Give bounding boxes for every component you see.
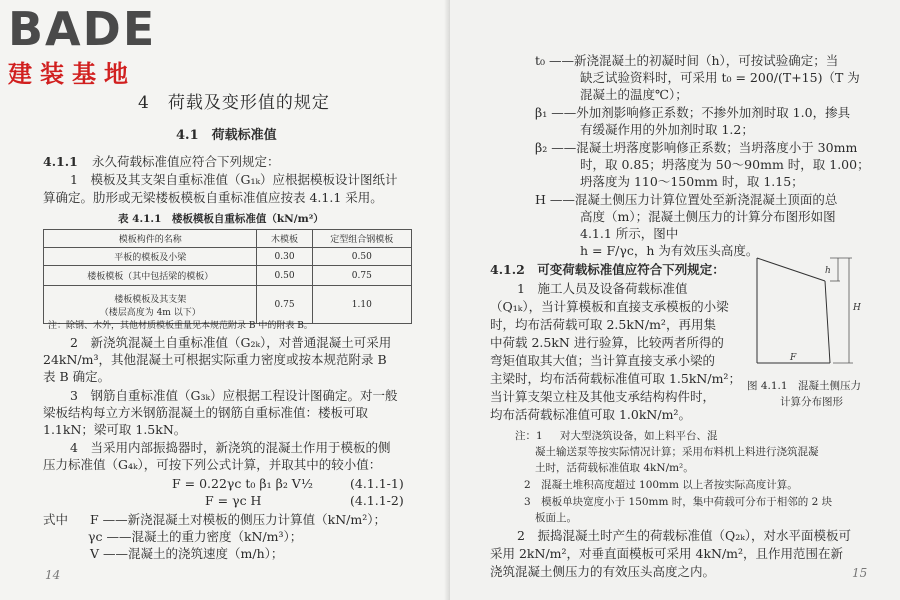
paragraph-line: 2 新浇筑混凝土自重标准值（G₂ₖ），对普通混凝土可采用 [70,335,392,350]
paragraph-line: 4 当采用内部振捣器时，新浇筑的混凝土作用于模板的侧 [70,440,391,455]
definition-line: 高度（m）；混凝土侧压力的计算分布图形如图 [580,209,836,224]
definition-line: γc ——混凝土的重力密度（kN/m³）； [88,529,303,544]
where-label: 式中 [43,512,69,527]
table-cell: 0.50 [257,266,312,286]
table-cell-line: 楼板模板及其支架 [114,294,187,305]
definition-line: F ——新浇混凝土对模板的侧压力计算值（kN/m²）； [90,512,386,527]
page-number: 15 [852,566,868,580]
paragraph-line: 压力标准值（G₄ₖ），可按下列公式计算，并取其中的较小值： [43,457,382,472]
clause-heading: 4.1.2 可变荷载标准值应符合下列规定： [490,262,725,277]
table-caption: 表 4.1.1 楼板模板自重标准值（kN/m²） [118,213,324,225]
table-row [44,266,412,286]
figure-label-H: H [853,303,861,313]
definition-line: β₂ ——混凝土坍落度影响修正系数；当坍落度小于 30mm [535,140,858,155]
note-label: 注：1 [515,430,543,442]
paragraph-line: 时，均布活荷载可取 2.5kN/m²，再用集 [490,317,716,332]
pressure-distribution-figure [745,248,870,373]
table-cell: 0.75 [312,266,411,286]
definition-line: 时，取 0.85；坍落度为 50～90mm 时，取 1.00； [580,157,870,172]
paragraph-line: 3 钢筋自重标准值（G₃ₖ）应根据工程设计图确定。对一般 [70,388,398,403]
table-header: 木模板 [257,230,312,248]
paragraph-line: 1 模板及其支架自重标准值（G₁ₖ）应根据模板设计图纸计 [70,172,398,187]
table-cell: 0.50 [312,248,411,266]
table-row [44,248,412,266]
table-cell: 0.75 [257,286,312,324]
figure-label-F: F [790,353,797,363]
figure-caption: 图 4.1.1 混凝土侧压力 [747,380,862,392]
table-header-row [44,230,412,248]
logo-subtitle: 建装基地 [8,60,136,88]
figure-label-h: h [825,266,831,276]
chapter-title: 4 荷载及变形值的规定 [138,93,330,113]
logo-mark: BADE [8,2,157,56]
note-line: 对大型浇筑设备，如上料平台、混 [560,430,718,442]
table-header: 定型组合钢模板 [312,230,411,248]
table-cell: 0.30 [257,248,312,266]
definition-line: 有缓凝作用的外加剂时取 1.2； [580,122,754,137]
note-line: 凝土输送泵等按实际情况计算；采用布料机上料进行浇筑混凝 [535,446,819,458]
note-line: 板面上。 [535,512,577,524]
definition-line: V ——混凝土的浇筑速度（m/h）； [90,546,284,561]
page-number: 14 [45,568,61,582]
table-header: 模板构件的名称 [44,230,257,248]
definition-line: H ——混凝土侧压力计算位置处至新浇混凝土顶面的总 [535,192,838,207]
table-cell: 平板的模板及小梁 [44,248,257,266]
paragraph-line: 当计算支架立柱及其他支承结构构件时， [490,389,716,404]
figure-caption: 计算分布图形 [780,396,843,408]
paragraph-line: 梁板结构每立方米钢筋混凝土的钢筋自重标准值：楼板可取 [43,405,369,420]
table-cell: 1.10 [312,286,411,324]
definition-line: 缺乏试验资料时，可采用 t₀ = 200/(T+15)（T 为 [580,70,860,85]
clause-text: 永久荷载标准值应符合下列规定： [92,154,280,169]
definition-line: h = F/γc，h 为有效压头高度。 [580,243,759,258]
paragraph-line: 中荷载 2.5kN 进行验算，比较两者所得的 [490,335,724,350]
formula-1: F = 0.22γc t₀ β₁ β₂ V½ [172,476,313,491]
note-line: 土时，活荷载标准值取 4kN/m²。 [535,462,694,474]
paragraph-line: 1.1kN；梁可取 1.5kN。 [43,422,187,437]
paragraph-line: 均布活荷载标准值可取 1.0kN/m²。 [490,407,691,422]
table-cell-subline: （楼层高度为 4m 以下） [99,307,201,318]
table-note: 注：除钢、木外，其他材质模板重量见本规范附录 B 中的附表 B。 [48,321,313,331]
bade-logo [8,2,157,89]
load-table [43,229,412,324]
formula-1-number: (4.1.1-1) [350,476,404,491]
definition-line: 4.1.1 所示，图中 [580,226,679,241]
paragraph-line: 采用 2kN/m²，对垂直面模板可采用 4kN/m²，且作用范围在新 [490,546,844,561]
figure-side-line [825,281,830,363]
clause-number: 4.1.1 [43,154,78,169]
paragraph-line: 2 振捣混凝土时产生的荷载标准值（Q₂ₖ），对水平面模板可 [517,528,852,543]
definition-line: t₀ ——新浇混凝土的初凝时间（h），可按试验确定；当 [535,53,839,68]
definition-line: 混凝土的温度℃）； [580,87,688,102]
figure-slope-line [757,258,825,281]
paragraph-line: 浇筑混凝土侧压力的有效压头高度之内。 [490,564,716,579]
definition-line: 坍落度为 110～150mm 时，取 1.15； [580,174,804,189]
note-line: 2 混凝土堆积高度超过 100mm 以上者按实际高度计算。 [524,479,798,491]
paragraph-line: 算确定。肋形或无梁楼板模板自重标准值应按表 4.1.1 采用。 [43,190,383,205]
note-line: 3 模板单块宽度小于 150mm 时，集中荷载可分布于相邻的 2 块 [524,496,833,508]
paragraph-line: （Q₁ₖ），当计算模板和直接支承模板的小梁 [490,299,729,314]
paragraph-line: 24kN/m³，其他混凝土可根据实际重力密度或按本规范附录 B [43,352,387,367]
section-title: 4.1 荷载标准值 [176,128,277,143]
definition-line: β₁ ——外加剂影响修正系数；不掺外加剂时取 1.0，掺具 [535,105,851,120]
formula-2: F = γc H [205,493,262,508]
paragraph-line: 主梁时，均布活荷载标准值可取 1.5kN/m²； [490,371,741,386]
table-cell: 楼板模板（其中包括梁的模板） [44,266,257,286]
paragraph-line: 表 B 确定。 [43,369,111,384]
paragraph-line: 1 施工人员及设备荷载标准值 [517,281,688,296]
paragraph-line: 弯矩值取其大值；当计算直接支承小梁的 [490,353,716,368]
formula-2-number: (4.1.1-2) [350,493,404,508]
